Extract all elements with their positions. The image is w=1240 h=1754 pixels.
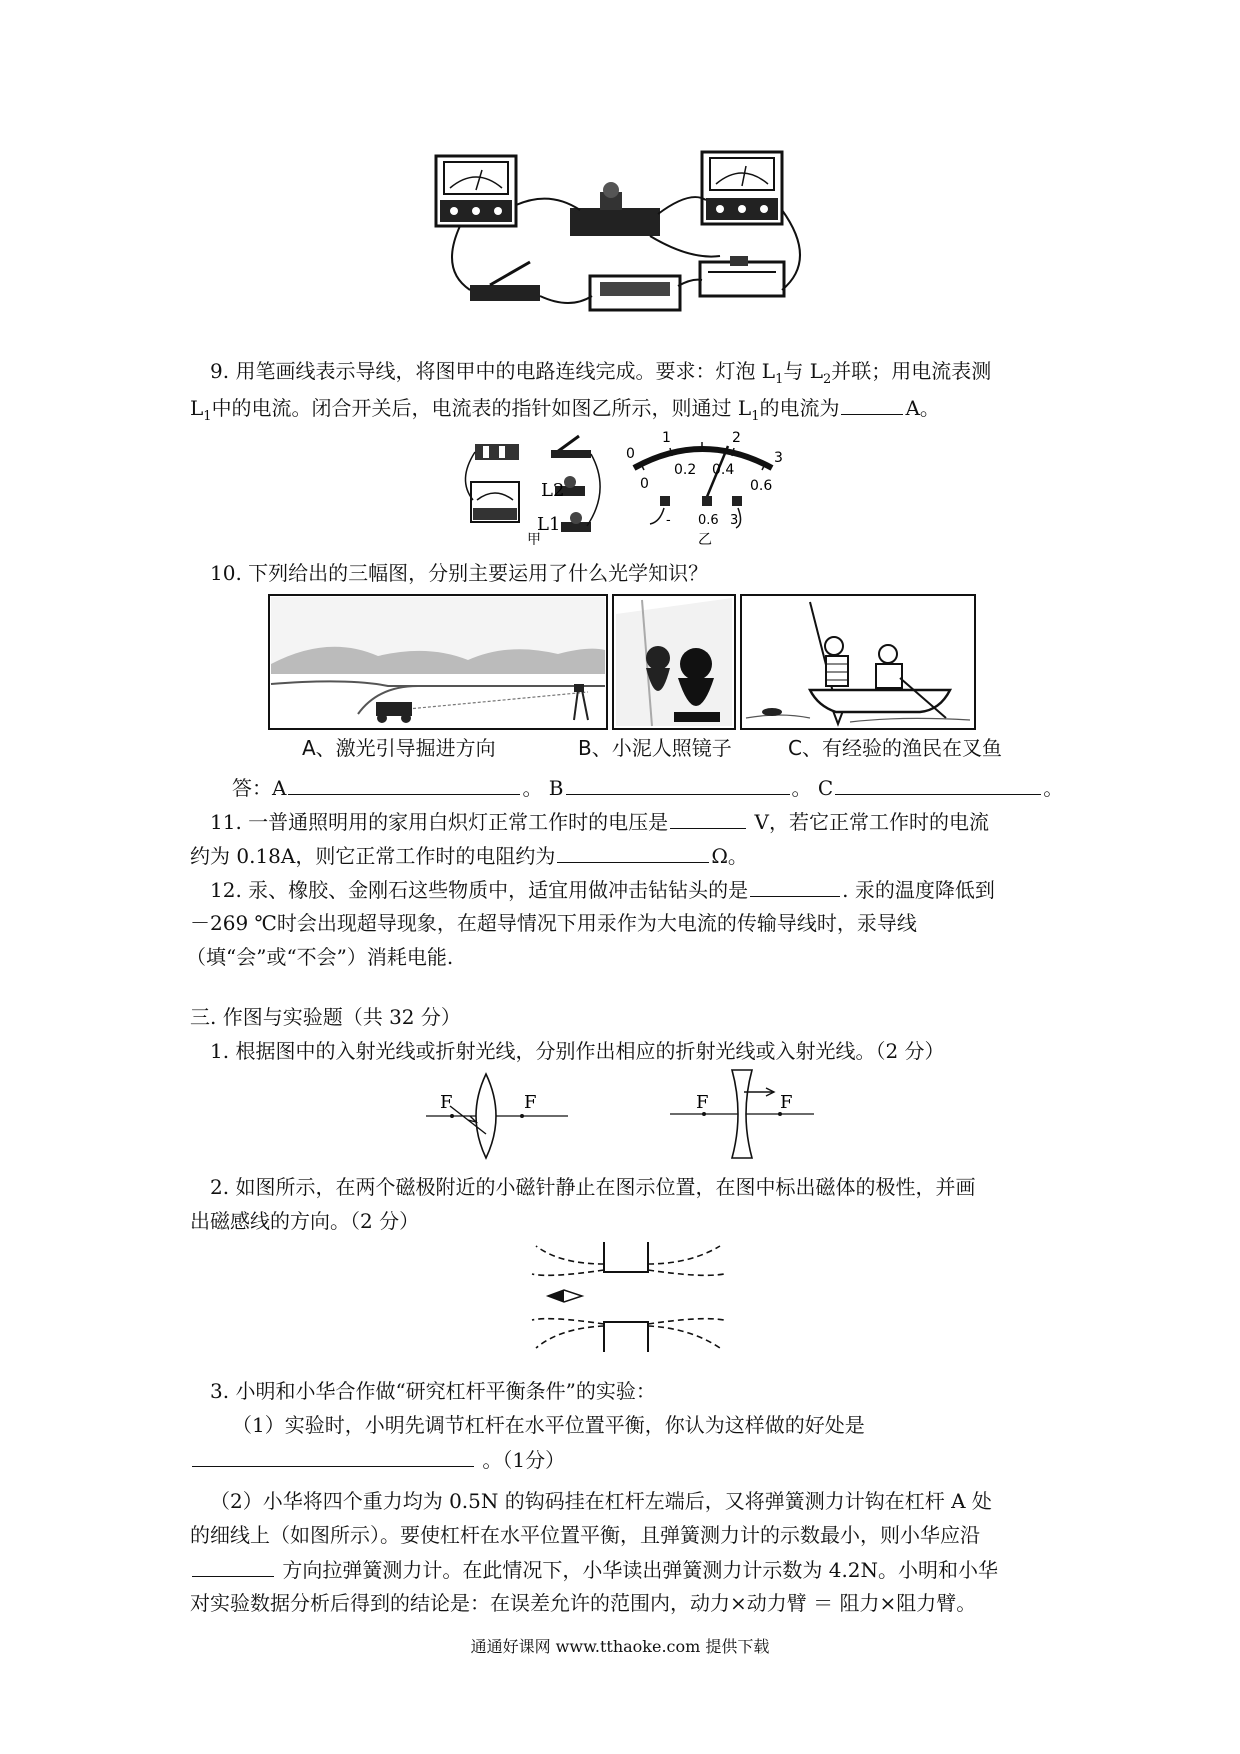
scale-top-1: 1 — [662, 430, 671, 446]
section3-q3-part1-answer: 。（1分） — [190, 1444, 565, 1475]
label-jia: 甲 — [527, 532, 541, 545]
terminal-3: 3 — [730, 513, 739, 528]
q9-current-blank[interactable] — [841, 392, 903, 415]
q10-fisherman-spearing-picture — [740, 594, 976, 730]
q10-caption-c: C、有经验的渔民在叉鱼 — [788, 736, 1002, 760]
q10-laser-tunnel-picture — [268, 594, 608, 730]
q10-answer-b-blank[interactable] — [566, 772, 790, 795]
section3-q1: 1. 根据图中的入射光线或折射光线，分别作出相应的折射光线或入射光线。（2 分） — [210, 1039, 945, 1063]
q10-caption-b: B、小泥人照镜子 — [578, 736, 732, 760]
scale-bottom-06: 0.6 — [750, 478, 773, 494]
section3-q3-title: 3. 小明和小华合作做“研究杠杆平衡条件”的实验： — [210, 1379, 656, 1403]
terminal-minus: - — [666, 513, 671, 528]
scale-bottom-0: 0 — [640, 476, 649, 492]
q10-answer-a-blank[interactable] — [288, 772, 520, 795]
q3-direction-blank[interactable] — [192, 1554, 274, 1577]
convex-lens-figure — [424, 1070, 570, 1162]
q11-line2: 约为 0.18A，则它正常工作时的电阻约为 Ω。 — [190, 840, 748, 871]
q9-line1: 9. 用笔画线表示导线，将图甲中的电路连线完成。要求：灯泡 $L_1$与 $L_2$并联；用电流表测 — [210, 359, 992, 387]
q12-material-blank[interactable] — [750, 874, 840, 897]
terminal-06: 0.6 — [698, 513, 719, 528]
label-l1: L1 — [537, 514, 561, 535]
scale-top-3: 3 — [774, 450, 783, 466]
convex-focus-left: F — [440, 1092, 453, 1113]
q3-benefit-blank[interactable] — [192, 1444, 474, 1467]
section3-title: 三. 作图与实验题（共 32 分） — [190, 1005, 461, 1029]
q10-answer-line: 答：A 。 B 。 C 。 — [232, 772, 1063, 803]
scale-bottom-04: 0.4 — [712, 462, 735, 478]
q10-question: 10. 下列给出的三幅图，分别主要运用了什么光学知识？ — [210, 561, 709, 585]
concave-focus-left: F — [696, 1092, 709, 1113]
label-l2: L2 — [541, 480, 565, 501]
convex-focus-right: F — [524, 1092, 537, 1113]
section3-q3-part2-line4: 对实验数据分析后得到的结论是：在误差允许的范围内，动力×动力臂 ＝ 阻力×阻力臂。 — [190, 1591, 977, 1615]
concave-focus-right: F — [780, 1092, 793, 1113]
q10-clay-figure-mirror-picture — [612, 594, 736, 730]
q11-voltage-blank[interactable] — [670, 806, 746, 829]
q12-line2: －269 ℃时会出现超导现象，在超导情况下用汞作为大电流的传输导线时，汞导线 — [190, 911, 917, 935]
scale-bottom-02: 0.2 — [674, 462, 697, 478]
q10-caption-a: A、激光引导掘进方向 — [302, 736, 496, 760]
magnet-field-figure — [530, 1238, 726, 1356]
section3-q3-part2-line2: 的细线上（如图所示）。要使杠杆在水平位置平衡，且弹簧测力计的示数最小，则小华应沿 — [190, 1523, 980, 1547]
q12-line1: 12. 汞、橡胶、金刚石这些物质中，适宜用做冲击钻钻头的是 . 汞的温度降低到 — [210, 874, 995, 905]
q10-answer-c-blank[interactable] — [835, 772, 1041, 795]
label-yi: 乙 — [698, 532, 712, 548]
circuit-apparatus-figure — [430, 150, 820, 340]
section3-q3-part1: （1）实验时，小明先调节杠杆在水平位置平衡，你认为这样做的好处是 — [232, 1413, 865, 1437]
section3-q2-line2: 出磁感线的方向。（2 分） — [190, 1209, 420, 1233]
q11-line1: 11. 一普通照明用的家用白炽灯正常工作时的电压是 V，若它正常工作时的电流 — [210, 806, 989, 837]
q11-resistance-blank[interactable] — [557, 840, 709, 863]
page-footer: 通通好课网 www.tthaoke.com 提供下载 — [470, 1637, 770, 1656]
section3-q3-part2-line3: 方向拉弹簧测力计。在此情况下，小华读出弹簧测力计示数为 4.2N。小明和小华 — [190, 1554, 998, 1585]
concave-lens-figure — [668, 1066, 816, 1164]
q9-ammeter-yi-figure — [620, 428, 790, 548]
scale-top-2: 2 — [732, 430, 741, 446]
section3-q2-line1: 2. 如图所示，在两个磁极附近的小磁针静止在图示位置，在图中标出磁体的极性，并画 — [210, 1175, 976, 1199]
q9-circuit-jia-figure — [455, 430, 615, 545]
q12-line3: （填“会”或“不会”）消耗电能. — [186, 945, 454, 969]
scale-top-0: 0 — [626, 446, 635, 462]
section3-q3-part2-line1: （2）小华将四个重力均为 0.5N 的钩码挂在杠杆左端后，又将弹簧测力计钩在杠杆 A 处 — [210, 1489, 992, 1513]
q9-line2: $L_1$中的电流。闭合开关后，电流表的指针如图乙所示，则通过 $L_1$的电流为 A。 — [190, 392, 940, 432]
